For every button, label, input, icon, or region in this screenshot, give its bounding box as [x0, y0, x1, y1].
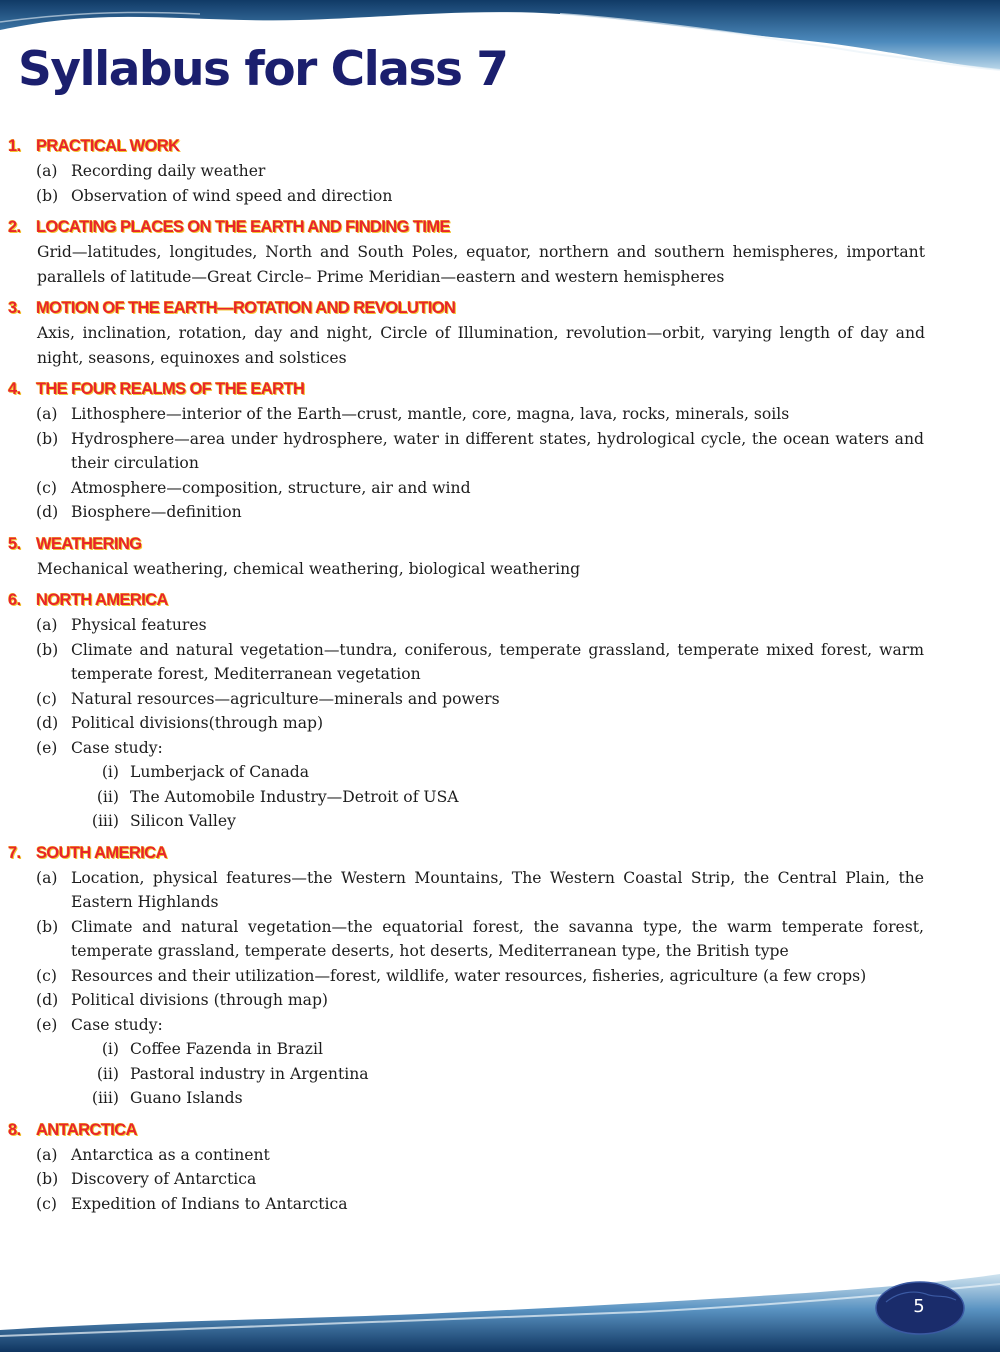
- item-label: (b): [36, 1170, 59, 1188]
- item-text: Location, physical features—the Western Mountains, The Western Coastal Strip, the Central Plain, the Eastern Highlands: [71, 868, 924, 911]
- section-number: 7.: [8, 843, 21, 862]
- item-label: (c): [36, 966, 57, 985]
- subitem-label: (i): [101, 1040, 119, 1058]
- list-item: [36, 476, 924, 501]
- section-heading: [8, 134, 1000, 159]
- syllabus-section: [0, 377, 1000, 532]
- list-item: [36, 500, 924, 525]
- section-title: SOUTH AMERICA: [36, 843, 167, 862]
- subitem-label: (iii): [91, 812, 119, 830]
- list-item: [36, 1192, 924, 1217]
- subitem-label: (iii): [91, 1089, 119, 1107]
- section-number: 4.: [8, 380, 21, 398]
- item-label: (b): [36, 429, 59, 448]
- subitem-label: (i): [101, 763, 119, 781]
- list-item: [36, 613, 924, 638]
- section-number: 6.: [8, 591, 21, 609]
- sub-list-item: [72, 785, 912, 810]
- section-description: Axis, inclination, rotation, day and night, Circle of Illumination, revolution—orbit, varying length of day and night, seasons, equinoxes and solstices: [37, 324, 925, 367]
- list-item: [36, 915, 924, 964]
- section-description: Grid—latitudes, longitudes, North and South Poles, equator, northern and southern hemispheres, important parallels of latitude—Great Circle– Prime Meridian—eastern and western hemispheres: [37, 243, 925, 286]
- subitem-text: The Automobile Industry—Detroit of USA: [130, 787, 459, 806]
- subitem-text: Coffee Fazenda in Brazil: [130, 1040, 323, 1058]
- item-text: Atmosphere—composition, structure, air and wind: [71, 478, 471, 497]
- subitem-text: Lumberjack of Canada: [130, 763, 310, 781]
- list-item: [36, 1143, 924, 1168]
- item-text: Biosphere—definition: [71, 503, 242, 521]
- list-item: [36, 736, 924, 761]
- section-title: PRACTICAL WORK: [36, 137, 180, 155]
- item-text: Case study:: [71, 1015, 163, 1034]
- item-text: Climate and natural vegetation—the equatorial forest, the savanna type, the warm temperate forest, temperate grassland, temperate deserts, hot deserts, Mediterranean type, the British type: [71, 917, 924, 960]
- item-label: (d): [36, 714, 59, 732]
- syllabus-section: [0, 588, 1000, 841]
- subitem-text: Silicon Valley: [130, 812, 236, 830]
- list-item: [36, 711, 924, 736]
- section-heading: [8, 532, 1000, 557]
- sub-list-item: [72, 760, 912, 785]
- section-number: 1.: [8, 137, 21, 155]
- sub-list-item: [72, 809, 912, 834]
- subitem-text: Guano Islands: [130, 1089, 243, 1107]
- section-title: WEATHERING: [36, 534, 142, 553]
- item-text: Lithosphere—interior of the Earth—crust, mantle, core, magna, lava, rocks, minerals, soils: [71, 405, 790, 423]
- section-heading: [8, 296, 1000, 321]
- item-text: Political divisions(through map): [71, 714, 324, 732]
- section-number: 3.: [8, 299, 21, 317]
- item-label: (a): [36, 405, 58, 423]
- syllabus-section: [0, 296, 1000, 377]
- item-label: (e): [36, 738, 58, 757]
- section-title: LOCATING PLACES ON THE EARTH AND FINDING TIME: [36, 218, 450, 236]
- sub-list-item: [72, 1062, 912, 1087]
- list-item: [36, 1167, 924, 1192]
- item-label: (a): [36, 1145, 58, 1164]
- list-item: [36, 184, 924, 209]
- subitem-text: Pastoral industry in Argentina: [130, 1064, 369, 1083]
- section-title: MOTION OF THE EARTH—ROTATION AND REVOLUTION: [36, 299, 456, 317]
- syllabus-section: [0, 215, 1000, 296]
- list-item: [36, 638, 924, 687]
- section-heading: [8, 215, 1000, 240]
- item-label: (d): [36, 503, 59, 521]
- item-label: (b): [36, 917, 59, 936]
- sub-list-item: [72, 1037, 912, 1062]
- item-label: (c): [36, 478, 57, 497]
- item-text: Physical features: [71, 616, 207, 634]
- list-item: [36, 1013, 924, 1038]
- page-title: Syllabus for Class 7: [18, 42, 508, 97]
- item-text: Antarctica as a continent: [71, 1145, 270, 1164]
- section-title: ANTARCTICA: [36, 1120, 137, 1139]
- syllabus-section: [0, 1118, 1000, 1224]
- item-text: Case study:: [71, 738, 163, 757]
- item-text: Expedition of Indians to Antarctica: [71, 1194, 348, 1213]
- item-label: (e): [36, 1015, 58, 1034]
- syllabus-section: [0, 532, 1000, 589]
- section-heading: [8, 377, 1000, 402]
- section-heading: [8, 1118, 1000, 1143]
- subitem-label: (ii): [96, 787, 119, 806]
- item-label: (c): [36, 689, 57, 708]
- list-item: [36, 427, 924, 476]
- section-heading: [8, 841, 1000, 866]
- item-label: (c): [36, 1194, 57, 1213]
- item-text: Climate and natural vegetation—tundra, coniferous, temperate grassland, temperate mixed forest, warm temperate forest, Mediterranean vegetation: [71, 640, 924, 683]
- item-text: Natural resources—agriculture—minerals and powers: [71, 689, 500, 708]
- item-text: Resources and their utilization—forest, wildlife, water resources, fisheries, agriculture (a few crops): [71, 966, 867, 985]
- item-text: Hydrosphere—area under hydrosphere, water in different states, hydrological cycle, the ocean waters and their circulation: [71, 429, 924, 472]
- item-text: Political divisions (through map): [71, 991, 329, 1009]
- section-number: 5.: [8, 534, 21, 553]
- section-number: 2.: [8, 218, 21, 236]
- list-item: [36, 687, 924, 712]
- subitem-label: (ii): [96, 1064, 119, 1083]
- section-number: 8.: [8, 1120, 21, 1139]
- item-label: (a): [36, 868, 58, 887]
- item-label: (a): [36, 162, 58, 180]
- list-item: [36, 988, 924, 1013]
- item-label: (b): [36, 640, 59, 659]
- page-number: 5: [913, 1296, 925, 1317]
- section-title: THE FOUR REALMS OF THE EARTH: [36, 380, 305, 398]
- list-item: [36, 159, 924, 184]
- item-label: (d): [36, 991, 59, 1009]
- list-item: [36, 964, 924, 989]
- section-description: Mechanical weathering, chemical weathering, biological weathering: [37, 559, 581, 578]
- list-item: [36, 402, 924, 427]
- section-title: NORTH AMERICA: [36, 591, 168, 609]
- item-text: Observation of wind speed and direction: [71, 186, 393, 205]
- item-label: (b): [36, 186, 59, 205]
- ocean-wave-bottom: [0, 1270, 1000, 1352]
- syllabus-section: [0, 134, 1000, 215]
- item-text: Recording daily weather: [71, 162, 266, 180]
- item-label: (a): [36, 616, 58, 634]
- list-item: [36, 866, 924, 915]
- item-text: Discovery of Antarctica: [71, 1170, 257, 1188]
- sub-list-item: [72, 1086, 912, 1111]
- section-heading: [8, 588, 1000, 613]
- syllabus-content: [0, 134, 1000, 1223]
- syllabus-section: [0, 841, 1000, 1118]
